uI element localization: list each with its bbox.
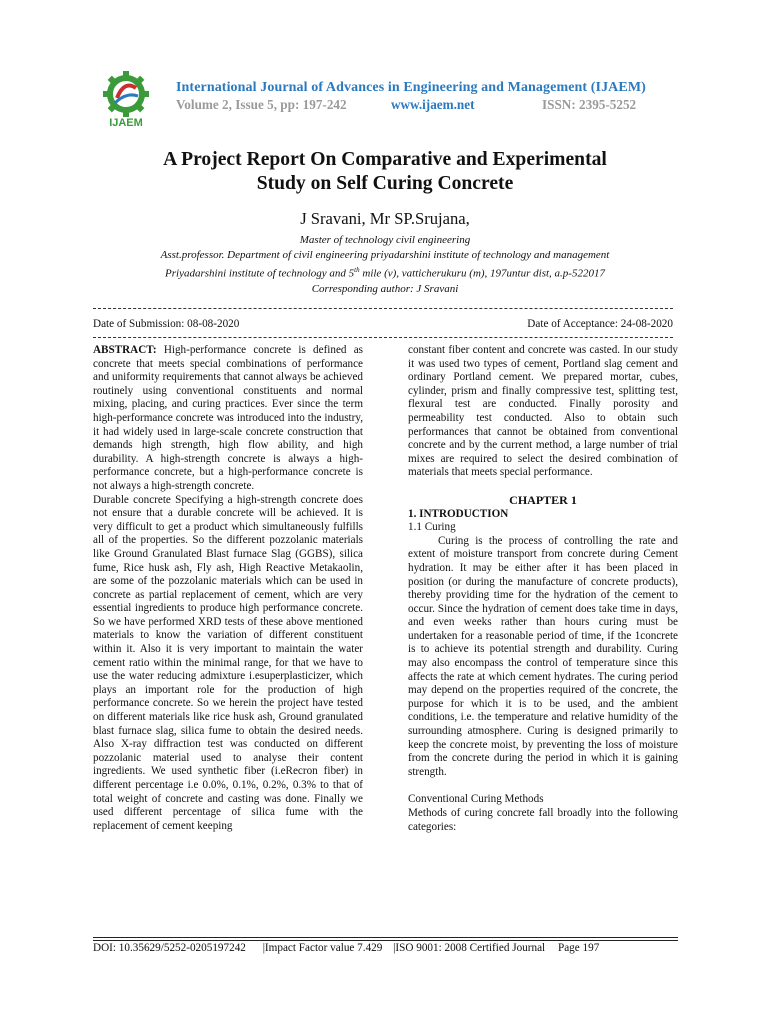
doi: DOI: 10.35629/5252-0205197242 — [93, 942, 246, 954]
gear-logo-icon — [90, 70, 164, 128]
paper-title — [90, 148, 680, 196]
conventional-heading: Conventional Curing Methods — [408, 793, 544, 806]
footer-rule-thin — [93, 940, 678, 941]
affiliation-1: Master of technology civil engineering — [299, 234, 471, 246]
affiliations — [90, 233, 680, 297]
divider-top — [93, 308, 673, 309]
website-link[interactable]: www.ijaem.net — [391, 97, 475, 112]
journal-info-line — [176, 97, 646, 113]
affiliation-3: Priyadarshini institute of technology and 5th mile (v), vatticherukuru (m), 197untur dist, a.p-522017 — [165, 266, 605, 281]
abstract-paragraph — [93, 344, 363, 494]
issn: ISSN: 2395-5252 — [542, 97, 637, 112]
iso-cert: |ISO 9001: 2008 Certified Journal — [393, 942, 546, 954]
title-line-1: A Project Report On Comparative and Experimental — [163, 149, 607, 170]
abstract-label: ABSTRACT: — [93, 344, 157, 356]
corresponding-author: Corresponding author: J Sravani — [311, 283, 459, 296]
acceptance-date: Date of Acceptance: 24-08-2020 — [527, 318, 673, 330]
body-paragraph-continued: constant fiber content and concrete was casted. In our study it was used two types of cement, Portland slag cement and ordinary Portland cement. We prepared mortar, cubes, cylinder, prism and finally compressive test, splitting test, flexural test are conducted. Finally porosity and permeability test conducted. Also to obtain such performances that cannot be obtained from conventional concrete and by the current method, a large number of trial mixes are required to select the desired combination of materials that meets special performance. — [408, 344, 678, 479]
submission-date: Date of Submission: 08-08-2020 — [93, 318, 240, 330]
journal-logo — [90, 70, 164, 128]
journal-name: International Journal of Advances in Engineering and Management (IJAEM) — [176, 80, 646, 95]
page-footer — [93, 942, 683, 954]
divider-bottom — [93, 337, 673, 338]
authors: J Sravani, Mr SP.Srujana, — [300, 209, 470, 228]
body-paragraph: Durable concrete Specifying a high-strength concrete does not ensure that a durable concrete will be achieved. It is very difficult to get a product which simultaneously fulfills all of the properties. So the different pozzolanic materials like Ground Granulated Blast furnace Slag (GGBS), silica fume, Rice husk ash, Fly ash, High Reactive Metakaolin, are some of the pozzolanic materials which can be used in concrete as partial replacement of cement, which are very essential ingredients to produce high performance concrete. So we have performed XRD tests of these above mentioned materials to know the variation of different constituent within it. Also it is very important to maintain the water cement ratio within the minimal range, for that we have to use the water reducing admixture i.esuperplasticizer, which plays an important role for the production of high performance concrete. So we herein the project have tested on different materials like rice husk ash, Ground granulated blast furnace slag, silica fume to obtain the desired needs. Also X-ray diffraction test was conducted on different pozzolanic material used to analyse their content ingredients. We used synthetic fiber (i.eRecron fiber) in different percentage i.e 0.0%, 0.1%, 0.2%, 0.3% to that of total weight of concrete and casting was done. Finally we used different percentage of silica fume with the replacement of cement keeping — [93, 493, 363, 832]
curing-paragraph: Curing is the process of controlling the rate and extent of moisture transport from concrete during Cement hydration. It may be either after it has been placed in position (or during the manufacture of concrete products), thereby providing time for the hydration of the cement to occur. Since the hydration of cement does take time in days, and even weeks rather than hours curing must be undertaken for a reasonable period of time, if the 1concrete is to achieve its potential strength and durability. Curing may also encompass the control of temperature since this affects the rate at which cement hydrates. The curing period may depend on the properties required of the concrete, the purpose for which it is to be used, and the ambient conditions, i.e. the temperature and relative humidity of the surrounding atmosphere. Curing is designed primarily to keep the concrete moist, by preventing the loss of moisture from the concrete during the period in which it is gaining strength. — [408, 534, 678, 778]
page-number: Page 197 — [557, 942, 600, 954]
volume-info: Volume 2, Issue 5, pp: 197-242 — [176, 97, 347, 112]
affiliation-2: Asst.professor. Department of civil engineering priyadarshini institute of technology and management — [160, 249, 610, 262]
journal-header — [176, 80, 646, 113]
right-column — [408, 344, 678, 834]
footer-rule — [93, 937, 678, 938]
abstract-text: High-performance concrete is defined as concrete that meets special combinations of performance and uniformity requirements that cannot always be achieved routinely using conventional constituents and normal mixing, placing, and curing practices. Ever since the term high-performance concrete was introduced into the industry, it had widely used in large-scale concrete construction that demands high strength, high flow ability, and high durability. A high-strength concrete is always a high-performance concrete, but a high-performance concrete is not always a high-strength concrete. — [93, 344, 363, 492]
conventional-text: Methods of curing concrete fall broadly into the following categories: — [408, 807, 678, 833]
dates-row — [93, 318, 673, 330]
logo-text: IJAEM — [109, 117, 143, 128]
section-heading: 1. INTRODUCTION — [408, 507, 509, 520]
title-line-2: Study on Self Curing Concrete — [256, 173, 514, 194]
chapter-heading: CHAPTER 1 — [509, 492, 577, 507]
subsection-heading: 1.1 Curing — [408, 521, 456, 534]
impact-factor: |Impact Factor value 7.429 — [262, 942, 383, 954]
left-column — [93, 344, 363, 833]
